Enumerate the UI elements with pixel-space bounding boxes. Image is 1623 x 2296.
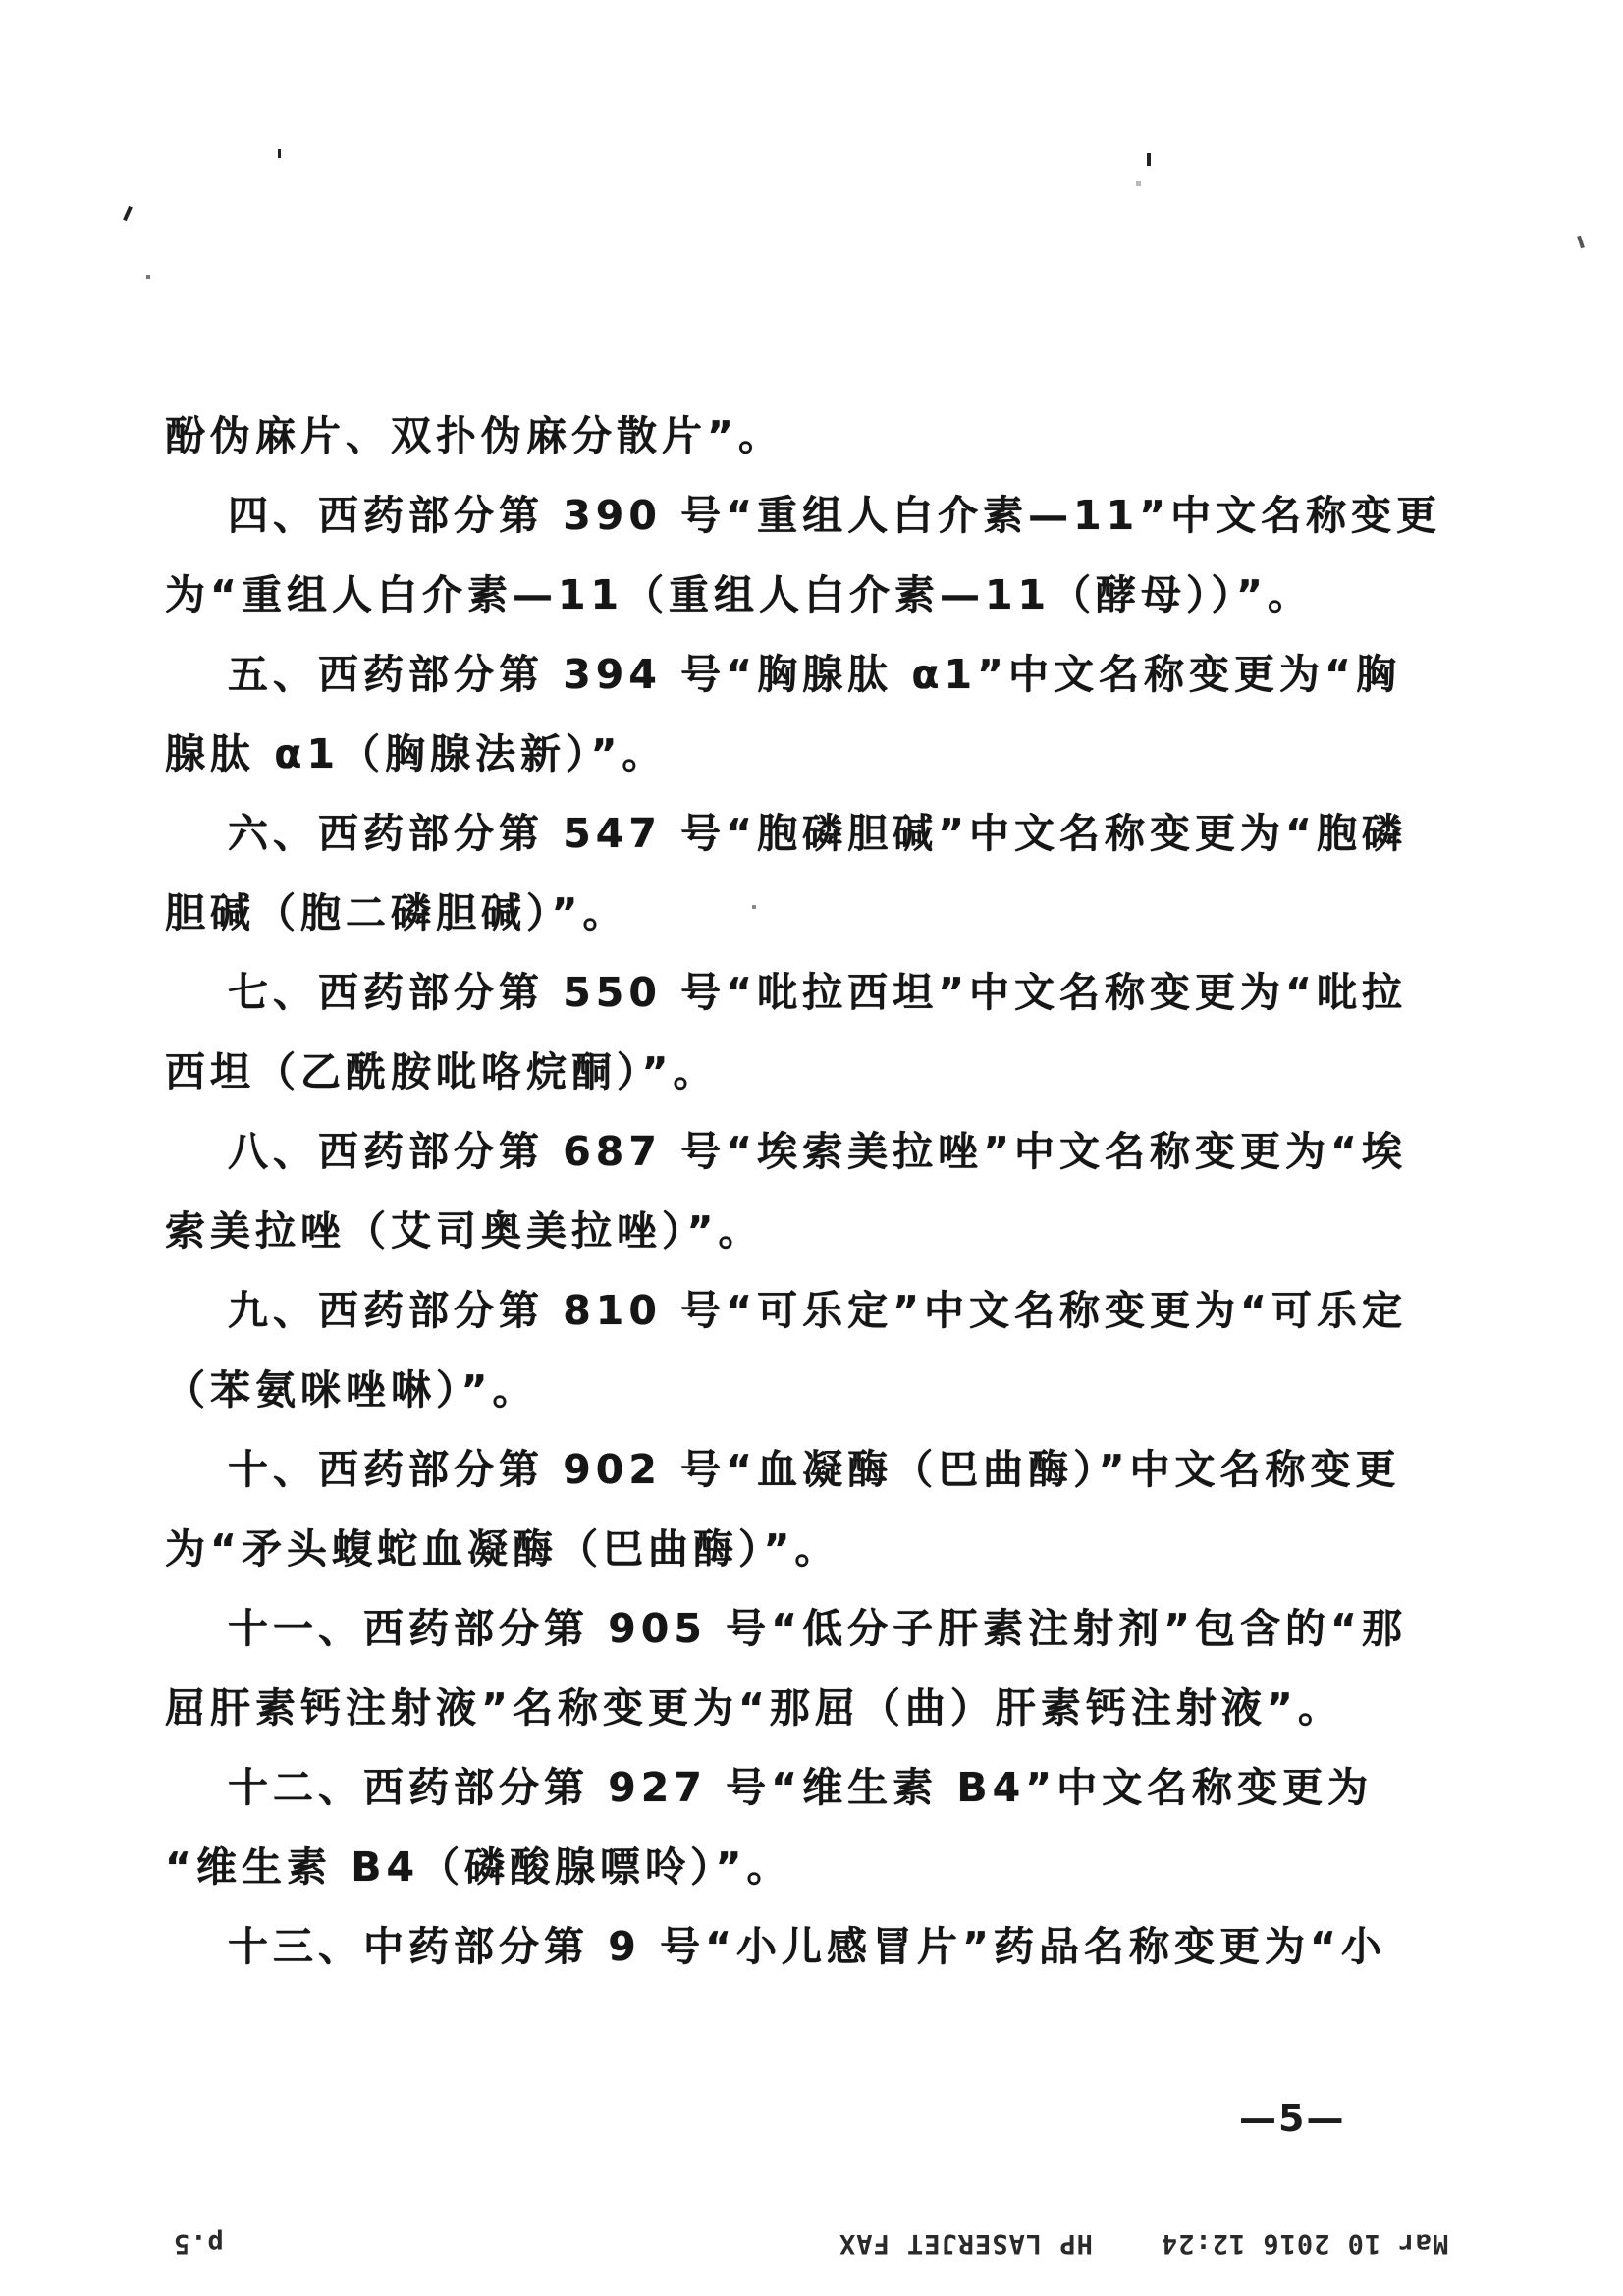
fax-page-label: p.5 xyxy=(173,2228,224,2259)
scan-speck xyxy=(146,275,150,279)
page-number: —5— xyxy=(1239,2097,1346,2140)
text-line: 腺肽 α1（胸腺法新）”。 xyxy=(165,730,668,777)
text-line: 十一、西药部分第 905 号“低分子肝素注射剂”包含的“那 xyxy=(228,1605,1407,1652)
text-line: 胆碱（胞二磷胆碱）”。 xyxy=(165,889,628,936)
text-line: 屈肝素钙注射液”名称变更为“那屈（曲）肝素钙注射液”。 xyxy=(165,1684,1343,1732)
text-line: 十二、西药部分第 927 号“维生素 B4”中文名称变更为 xyxy=(228,1764,1374,1811)
text-line: 十三、中药部分第 9 号“小儿感冒片”药品名称变更为“小 xyxy=(228,1923,1386,1970)
text-line: 为“矛头蝮蛇血凝酶（巴曲酶）”。 xyxy=(165,1525,840,1573)
scan-speck xyxy=(278,149,281,158)
text-line: 西坦（乙酰胺吡咯烷酮）”。 xyxy=(165,1048,719,1095)
text-line: 八、西药部分第 687 号“埃索美拉唑”中文名称变更为“埃 xyxy=(228,1128,1407,1175)
document-lines xyxy=(165,397,1481,1987)
text-line: 酚伪麻片、双扑伪麻分散片”。 xyxy=(165,412,784,459)
text-line: 九、西药部分第 810 号“可乐定”中文名称变更为“可乐定 xyxy=(228,1287,1407,1334)
text-line: （苯氨咪唑啉）”。 xyxy=(165,1366,538,1414)
text-line: 为“重组人白介素—11（重组人白介素—11（酵母））”。 xyxy=(165,571,1314,618)
fax-footer-strip xyxy=(0,2224,1623,2264)
text-line: 十、西药部分第 902 号“血凝酶（巴曲酶）”中文名称变更 xyxy=(228,1446,1401,1493)
scan-speck xyxy=(1136,181,1141,186)
text-line: 七、西药部分第 550 号“吡拉西坦”中文名称变更为“吡拉 xyxy=(228,969,1407,1016)
text-line: 索美拉唑（艾司奥美拉唑）”。 xyxy=(165,1207,764,1255)
text-line: 四、西药部分第 390 号“重组人白介素—11”中文名称变更 xyxy=(228,492,1442,539)
fax-transmission-header: Mar 10 2016 12:24 HP LASERJET FAX xyxy=(839,2228,1449,2259)
scan-speck xyxy=(1147,153,1151,166)
text-line: 六、西药部分第 547 号“胞磷胆碱”中文名称变更为“胞磷 xyxy=(228,810,1407,857)
text-line: 五、西药部分第 394 号“胸腺肽 α1”中文名称变更为“胸 xyxy=(228,651,1401,698)
text-line: “维生素 B4（磷酸腺嘌呤）”。 xyxy=(165,1843,792,1891)
scan-speck xyxy=(123,206,133,221)
scan-speck xyxy=(1577,236,1585,249)
